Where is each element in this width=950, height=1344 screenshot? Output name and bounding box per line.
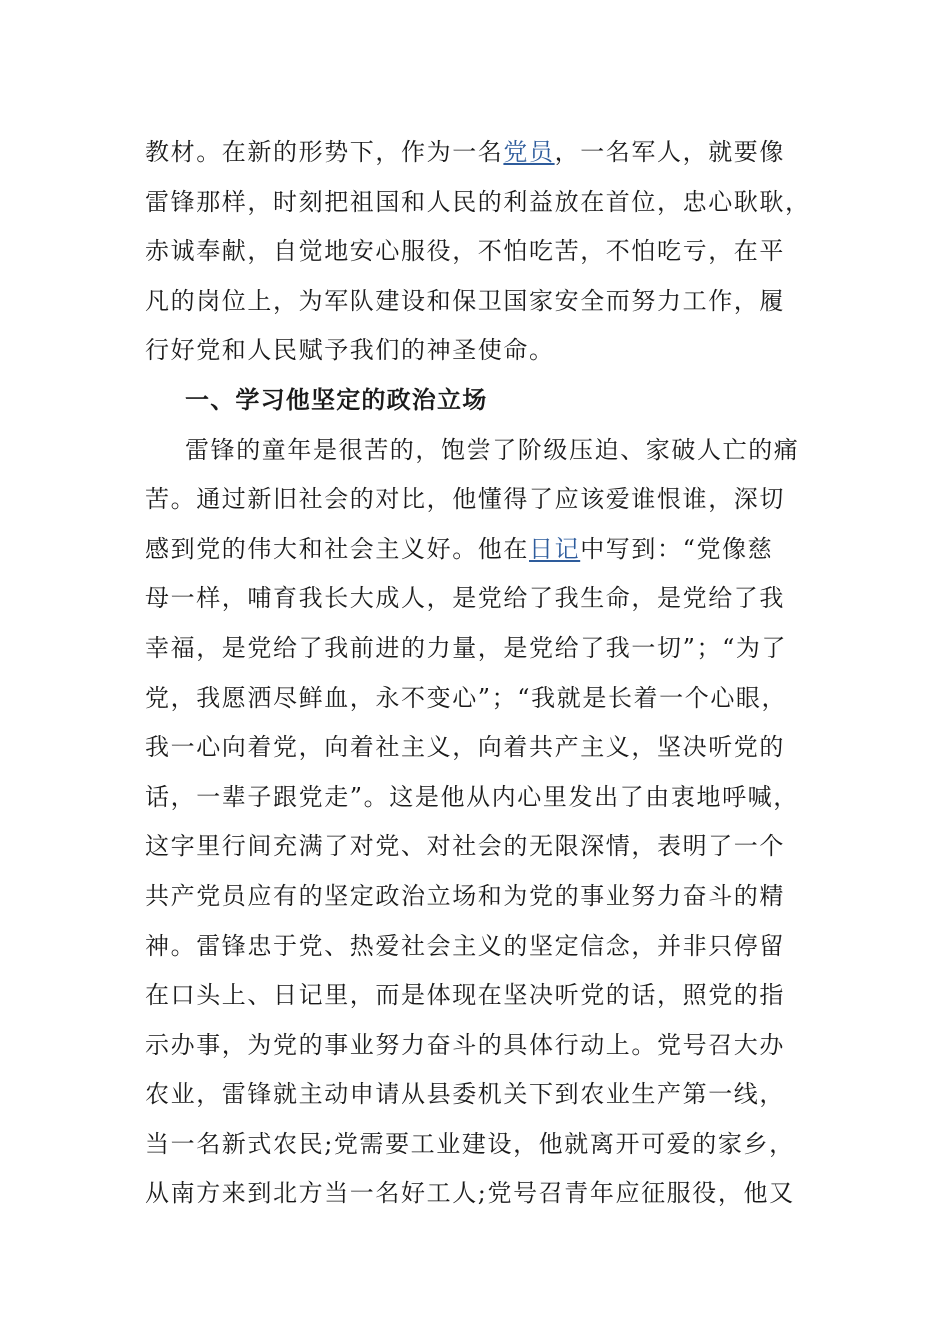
link-diary[interactable]: 日记 [529,534,581,563]
text-line [145,525,805,575]
text-segment: 中写到：“党像慈 [580,534,774,563]
text-line: 赤诚奉献，自觉地安心服役，不怕吃苦，不怕吃亏，在平 [145,237,785,266]
text-line: 凡的岗位上，为军队建设和保卫国家安全而努力工作，履 [145,286,785,315]
section-heading: 一、学习他坚定的政治立场 [185,385,488,414]
text-line: 我一心向着党，向着社主义，向着共产主义，坚决听党的 [145,733,785,762]
text-line: 幸福，是党给了我前进的力量，是党给了我一切”；“为了 [145,633,788,662]
text-line: 这字里行间充满了对党、对社会的无限深情，表明了一个 [145,832,785,861]
text-line: 神。雷锋忠于党、热爱社会主义的坚定信念，并非只停留 [145,931,785,960]
text-line: 当一名新式农民;党需要工业建设，他就离开可爱的家乡， [145,1129,795,1158]
text-segment: ，一名军人，就要像 [554,138,786,166]
text-line: 共产党员应有的坚定政治立场和为党的事业努力奋斗的精 [145,881,785,910]
link-party-member[interactable]: 党员 [503,138,555,166]
text-line: 苦。通过新旧社会的对比，他懂得了应该爱谁恨谁，深切 [145,485,785,514]
text-line: 农业，雷锋就主动申请从县委机关下到农业生产第一线， [145,1080,785,1109]
text-segment: 感到党的伟大和社会主义好。他在 [145,534,529,563]
text-line: 雷锋的童年是很苦的，饱尝了阶级压迫、家破人亡的痛 [185,435,800,464]
text-line: 行好党和人民赋予我们的神圣使命。 [145,336,555,365]
text-line [145,128,805,178]
text-line: 示办事，为党的事业努力奋斗的具体行动上。党号召大办 [145,1030,785,1059]
document-body [145,128,811,1219]
text-line: 话，一辈子跟党走”。这是他从内心里发出了由衷地呼喊， [145,782,799,811]
text-line: 从南方来到北方当一名好工人;党号召青年应征服役，他又 [145,1179,795,1208]
text-line: 在口头上、日记里，而是体现在坚决听党的话，照党的指 [145,981,785,1010]
text-segment: 教材。在新的形势下，作为一名 [145,138,504,166]
text-line: 雷锋那样，时刻把祖国和人民的利益放在首位，忠心耿耿， [145,187,811,216]
text-line: 母一样，哺育我长大成人，是党给了我生命，是党给了我 [145,584,785,613]
text-line: 党，我愿洒尽鲜血，永不变心”；“我就是长着一个心眼， [145,683,788,712]
